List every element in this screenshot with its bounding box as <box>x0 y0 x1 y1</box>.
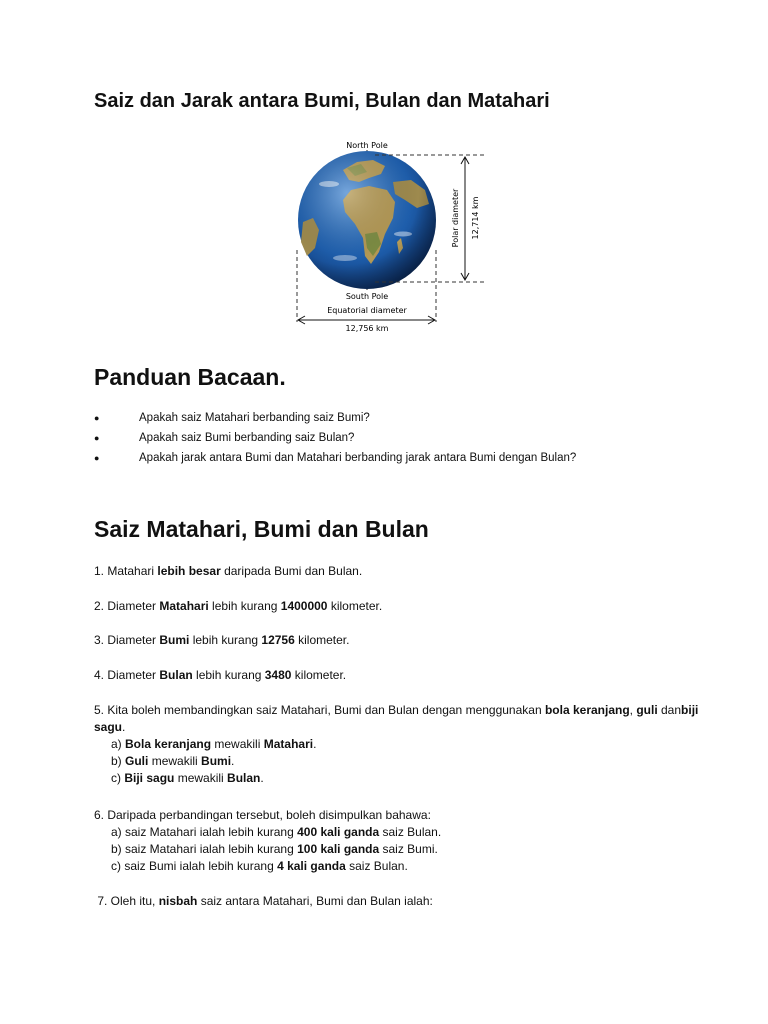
paragraph-5-item-a: a) Bola keranjang mewakili Matahari. <box>111 737 317 751</box>
size-section-heading: Saiz Matahari, Bumi dan Bulan <box>94 516 429 542</box>
earth-diameter-figure <box>285 138 495 334</box>
page-title: Saiz dan Jarak antara Bumi, Bulan dan Matahari <box>94 90 550 112</box>
polar-diameter-label: Polar diameter <box>451 188 460 248</box>
paragraph-6-item-a: a) saiz Matahari ialah lebih kurang 400 kali ganda saiz Bulan. <box>111 825 442 839</box>
earth-globe <box>298 151 436 289</box>
earth-diagram <box>285 138 495 334</box>
paragraph-3: 3. Diameter Bumi lebih kurang 12756 kilometer. <box>94 633 350 647</box>
paragraph-5-item-b: b) Guli mewakili Bumi. <box>111 754 235 768</box>
paragraph-6 <box>94 807 714 875</box>
guide-question-list <box>94 408 714 468</box>
north-pole-label: North Pole <box>346 141 388 150</box>
bullet-icon: ● <box>94 433 100 443</box>
paragraph-5 <box>94 702 714 787</box>
equatorial-diameter-value: 12,756 km <box>345 324 389 333</box>
paragraph-1: 1. Matahari lebih besar daripada Bumi dan Bulan. <box>94 564 363 578</box>
list-item: ● Apakah saiz Bumi berbanding saiz Bulan? <box>94 428 714 448</box>
paragraph-4: 4. Diameter Bulan lebih kurang 3480 kilometer. <box>94 668 347 682</box>
bullet-icon: ● <box>94 453 100 463</box>
paragraph-6-item-b: b) saiz Matahari ialah lebih kurang 100 kali ganda saiz Bumi. <box>111 842 438 856</box>
paragraph-5-item-c: c) Biji sagu mewakili Bulan. <box>111 771 264 785</box>
paragraph-5-text: 5. Kita boleh membandingkan saiz Matahari, Bumi dan Bulan dengan menggunakan bola keranjang, guli danbiji sagu. <box>94 703 699 734</box>
equatorial-diameter-arrow <box>298 316 435 324</box>
paragraph-6-intro: 6. Daripada perbandingan tersebut, boleh disimpulkan bahawa: <box>94 808 431 822</box>
equatorial-diameter-label: Equatorial diameter <box>327 306 407 315</box>
list-item: ● Apakah saiz Matahari berbanding saiz Bumi? <box>94 408 714 428</box>
paragraph-2: 2. Diameter Matahari lebih kurang 1400000 kilometer. <box>94 599 383 613</box>
paragraph-7: 7. Oleh itu, nisbah saiz antara Matahari, Bumi dan Bulan ialah: <box>94 894 433 908</box>
polar-diameter-value: 12,714 km <box>471 196 480 240</box>
south-pole-label: South Pole <box>345 292 389 301</box>
bullet-icon: ● <box>94 413 100 423</box>
guide-heading: Panduan Bacaan. <box>94 364 286 390</box>
paragraph-6-item-c: c) saiz Bumi ialah lebih kurang 4 kali ganda saiz Bulan. <box>111 859 408 873</box>
list-item: ● Apakah jarak antara Bumi dan Matahari berbanding jarak antara Bumi dengan Bulan? <box>94 448 714 468</box>
polar-diameter-arrow <box>461 157 469 280</box>
